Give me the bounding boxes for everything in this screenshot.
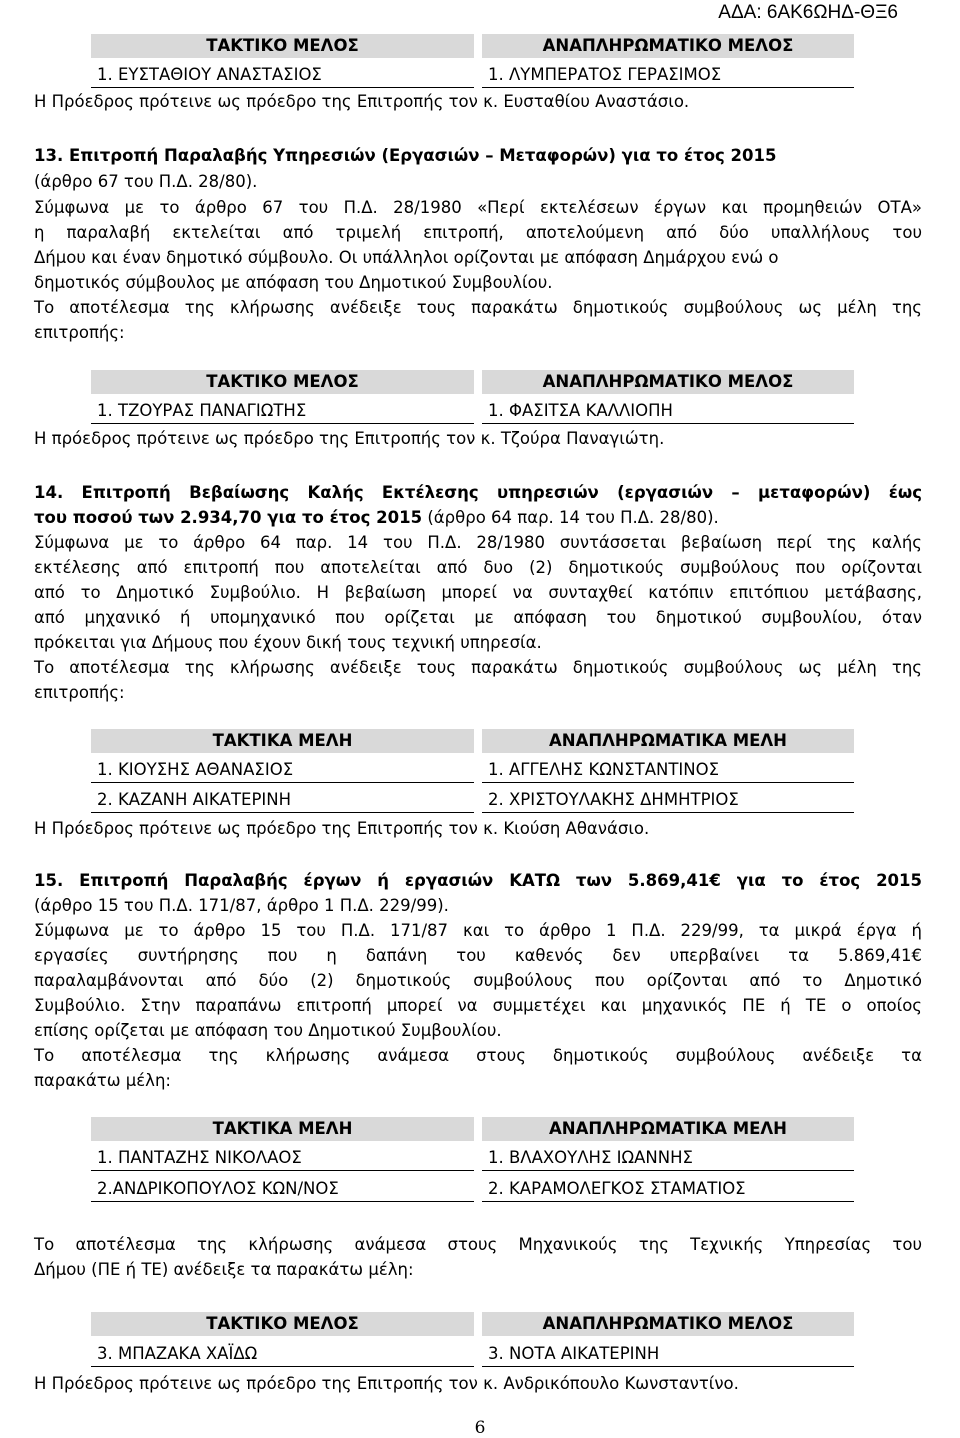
table-rule — [91, 1170, 474, 1171]
paragraph-line: Σύμφωνα με το άρθρο 15 του Π.Δ. 171/87 και το άρθρο 1 Π.Δ. 229/99, τα μικρά έργα ή — [34, 921, 922, 940]
paragraph-line: παρακάτω μέλη: — [34, 1071, 171, 1090]
ada-code: ΑΔΑ: 6ΑΚ6ΩΗΔ-ΘΞ6 — [718, 2, 898, 23]
item-15-reference: (άρθρο 15 του Π.Δ. 171/87, άρθρο 1 Π.Δ. 229/99). — [34, 896, 449, 915]
president-note: Η πρόεδρος πρότεινε ως πρόεδρο της Επιτροπής τον κ. Τζούρα Παναγιώτη. — [34, 429, 665, 448]
table-cell: 1. ΒΛΑΧΟΥΛΗΣ ΙΩΑΝΝΗΣ — [488, 1148, 693, 1167]
table-rule — [482, 1170, 854, 1171]
table-cell: 2. ΧΡΙΣΤΟΥΛΑΚΗΣ ΔΗΜΗΤΡΙΟΣ — [488, 790, 739, 809]
paragraph-line: Συμβούλιο. Στην παραπάνω επιτροπή μπορεί να συμμετέχει και μηχανικός ΠΕ ή ΤΕ ο οποίος — [34, 996, 922, 1015]
table-cell: 1. ΠΑΝΤΑΖΗΣ ΝΙΚΟΛΑΟΣ — [97, 1148, 302, 1167]
paragraph-line: επιτροπής: — [34, 323, 125, 342]
table-rule — [482, 87, 854, 88]
table-rule — [91, 87, 474, 88]
president-note: Η Πρόεδρος πρότεινε ως πρόεδρο της Επιτροπής τον κ. Κιούση Αθανάσιο. — [34, 819, 650, 838]
paragraph-line: παραλαμβάνονται από δύο (2) δημοτικούς συμβούλους που ορίζονται από το Δημοτικό — [34, 971, 922, 990]
table-rule — [91, 1366, 474, 1367]
table-cell: 2. ΚΑΖΑΝΗ ΑΙΚΑΤΕΡΙΝΗ — [97, 790, 292, 809]
table-rule — [482, 423, 854, 424]
paragraph-line: από το Δημοτικό Συμβούλιο. Η βεβαίωση μπορεί να συνταχθεί κατόπιν επιτόπιου μετάβασης, — [34, 583, 922, 602]
item-14-amount: του ποσού των 2.934,70 για το έτος 2015 — [34, 508, 423, 527]
item-13-title: 13. Επιτροπή Παραλαβής Υπηρεσιών (Εργασιών – Μεταφορών) για το έτος 2015 — [34, 146, 777, 165]
table-cell: 2. ΚΑΡΑΜΟΛΕΓΚΟΣ ΣΤΑΜΑΤΙΟΣ — [488, 1179, 746, 1198]
paragraph-line: Το αποτέλεσμα της κλήρωσης ανάμεσα στους δημοτικούς συμβούλους ανέδειξε τα — [34, 1046, 922, 1065]
table-cell: 1. ΑΓΓΕΛΗΣ ΚΩΝΣΤΑΝΤΙΝΟΣ — [488, 760, 720, 779]
item-14-reference: (άρθρο 64 παρ. 14 του Π.Δ. 28/80). — [422, 508, 719, 527]
paragraph-line: Το αποτέλεσμα της κλήρωσης ανάμεσα στους Μηχανικούς της Τεχνικής Υπηρεσίας του — [34, 1235, 922, 1254]
table-header-alternate: ΑΝΑΠΛΗΡΩΜΑΤΙΚΑ ΜΕΛΗ — [482, 729, 854, 753]
table-header-regular: ΤΑΚΤΙΚΑ ΜΕΛΗ — [91, 1117, 474, 1141]
item-14-title: 14. Επιτροπή Βεβαίωσης Καλής Εκτέλεσης υπηρεσιών (εργασιών – μεταφορών) έως — [34, 483, 922, 502]
paragraph-line: Δήμου και έναν δημοτικό σύμβουλο. Οι υπάλληλοι ορίζονται με απόφαση Δημάρχου ενώ ο — [34, 248, 779, 267]
table-header-alternate: ΑΝΑΠΛΗΡΩΜΑΤΙΚΑ ΜΕΛΗ — [482, 1117, 854, 1141]
table-rule — [482, 1201, 854, 1202]
table-rule — [91, 423, 474, 424]
paragraph-line: Το αποτέλεσμα της κλήρωσης ανέδειξε τους παρακάτω δημοτικούς συμβούλους ως μέλη της — [34, 658, 922, 677]
table-header-alternate: ΑΝΑΠΛΗΡΩΜΑΤΙΚΟ ΜΕΛΟΣ — [482, 1312, 854, 1336]
paragraph-line: επίσης ορίζεται με απόφαση του Δημοτικού Συμβουλίου. — [34, 1021, 502, 1040]
table-header-regular: ΤΑΚΤΙΚΟ ΜΕΛΟΣ — [91, 370, 474, 394]
paragraph-line: δημοτικός σύμβουλος με απόφαση του Δημοτικού Συμβουλίου. — [34, 273, 553, 292]
table-cell: 1. ΕΥΣΤΑΘΙΟΥ ΑΝΑΣΤΑΣΙΟΣ — [97, 65, 322, 84]
paragraph-line: Δήμου (ΠΕ ή ΤΕ) ανέδειξε τα παρακάτω μέλη: — [34, 1260, 414, 1279]
table-rule — [482, 812, 854, 813]
table-cell: 2.ΑΝΔΡΙΚΟΠΟΥΛΟΣ ΚΩΝ/ΝΟΣ — [97, 1179, 339, 1198]
table-rule — [91, 1201, 474, 1202]
item-15-title: 15. Επιτροπή Παραλαβής έργων ή εργασιών ΚΑΤΩ των 5.869,41€ για το έτος 2015 — [34, 871, 922, 890]
paragraph-line: Το αποτέλεσμα της κλήρωσης ανέδειξε τους παρακάτω δημοτικούς συμβούλους ως μέλη της — [34, 298, 922, 317]
page-number: 6 — [474, 1418, 486, 1438]
paragraph-line: εκτέλεσης από επιτροπή που αποτελείται από δυο (2) δημοτικούς συμβούλους που ορίζονται — [34, 558, 922, 577]
paragraph-line: πρόκειται για Δήμους που έχουν δική τους τεχνική υπηρεσία. — [34, 633, 542, 652]
president-note: Η Πρόεδρος πρότεινε ως πρόεδρο της Επιτροπής τον κ. Ανδρικόπουλο Κωνσταντίνο. — [34, 1374, 739, 1393]
paragraph-line: εργασίες συντήρησης που η δαπάνη του καθενός δεν υπερβαίνει τα 5.869,41€ — [34, 946, 922, 965]
table-cell: 1. ΦΑΣΙΤΣΑ ΚΑΛΛΙΟΠΗ — [488, 401, 673, 420]
paragraph-line: η παραλαβή εκτελείται από τριμελή επιτροπή, αποτελούμενη από δύο υπαλλήλους του — [34, 223, 922, 242]
table-rule — [91, 812, 474, 813]
table-cell: 1. ΤΖΟΥΡΑΣ ΠΑΝΑΓΙΩΤΗΣ — [97, 401, 307, 420]
table-cell: 1. ΚΙΟΥΣΗΣ ΑΘΑΝΑΣΙΟΣ — [97, 760, 294, 779]
paragraph-line: Σύμφωνα με το άρθρο 67 του Π.Δ. 28/1980 «Περί εκτελέσεων έργων και προμηθειών ΟΤΑ» — [34, 198, 922, 217]
table-rule — [91, 782, 474, 783]
president-note: Η Πρόεδρος πρότεινε ως πρόεδρο της Επιτροπής τον κ. Ευσταθίου Αναστάσιο. — [34, 92, 690, 111]
paragraph-line: Σύμφωνα με το άρθρο 64 παρ. 14 του Π.Δ. 28/1980 συντάσσεται βεβαίωση περί της καλής — [34, 533, 922, 552]
table-header-regular: ΤΑΚΤΙΚΑ ΜΕΛΗ — [91, 729, 474, 753]
table-header-alternate: ΑΝΑΠΛΗΡΩΜΑΤΙΚΟ ΜΕΛΟΣ — [482, 34, 854, 58]
table-cell: 1. ΛΥΜΠΕΡΑΤΟΣ ΓΕΡΑΣΙΜΟΣ — [488, 65, 722, 84]
table-header-regular: ΤΑΚΤΙΚΟ ΜΕΛΟΣ — [91, 34, 474, 58]
paragraph-line: από μηχανικό ή υπομηχανικό που ορίζεται με απόφαση του δημοτικού συμβουλίου, όταν — [34, 608, 922, 627]
table-cell: 3. ΝΟΤΑ ΑΙΚΑΤΕΡΙΝΗ — [488, 1344, 660, 1363]
table-rule — [482, 782, 854, 783]
table-rule — [482, 1366, 854, 1367]
item-14-title-continued — [34, 506, 922, 530]
table-header-alternate: ΑΝΑΠΛΗΡΩΜΑΤΙΚΟ ΜΕΛΟΣ — [482, 370, 854, 394]
paragraph-line: επιτροπής: — [34, 683, 125, 702]
table-cell: 3. ΜΠΑΖΑΚΑ ΧΑΪΔΩ — [97, 1344, 258, 1363]
item-13-reference: (άρθρο 67 του Π.Δ. 28/80). — [34, 172, 258, 191]
table-header-regular: ΤΑΚΤΙΚΟ ΜΕΛΟΣ — [91, 1312, 474, 1336]
